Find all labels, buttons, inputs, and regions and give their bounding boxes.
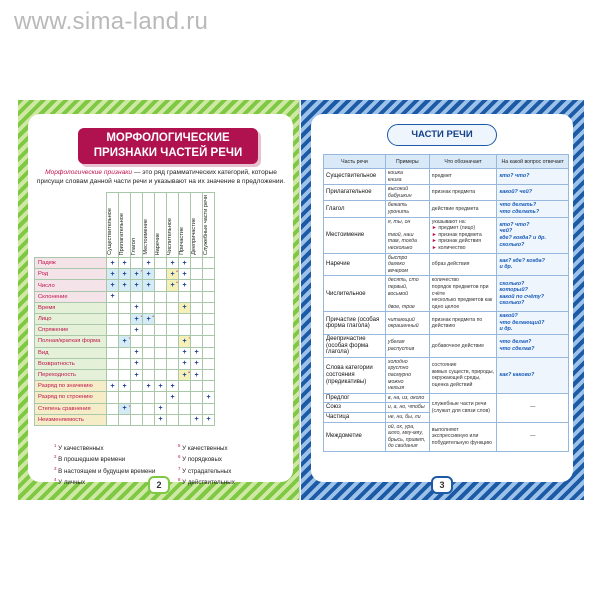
table-row: [35, 403, 215, 414]
meaning-cell: предмет: [429, 169, 497, 185]
row-label: Падеж: [35, 258, 107, 269]
table-cell: [107, 302, 119, 313]
table-cell: [167, 358, 179, 369]
table-cell: +: [191, 347, 203, 358]
table-cell: [119, 314, 131, 325]
table-row: [324, 357, 569, 393]
parts-of-speech-table: [323, 154, 569, 452]
table-cell: [179, 381, 191, 392]
table-cell: [191, 258, 203, 269]
row-label: Разряд по строению: [35, 392, 107, 403]
column-header-label: Числительное: [167, 218, 173, 256]
table-cell: [191, 291, 203, 302]
table-cell: [191, 325, 203, 336]
table-row: [324, 335, 569, 358]
column-header: Что обозначает: [429, 155, 497, 169]
table-row: [35, 336, 215, 347]
table-cell: [179, 325, 191, 336]
table-cell: +: [131, 369, 143, 380]
footnote-number: 6: [178, 454, 181, 460]
column-header: [179, 193, 191, 258]
examples-cell: высокий бабушкин: [385, 185, 429, 201]
table-cell: +: [143, 258, 155, 269]
column-header-label: Служебные части речи: [203, 195, 209, 256]
table-cell: [119, 325, 131, 336]
row-label: Степень сравнения: [35, 403, 107, 414]
column-header: [203, 193, 215, 258]
row-label: Вид: [35, 347, 107, 358]
table-cell: [179, 314, 191, 325]
table-cell: + ⁷: [179, 336, 191, 347]
table-cell: [179, 414, 191, 425]
table-row: [35, 392, 215, 403]
table-cell: +: [155, 381, 167, 392]
table-cell: [143, 347, 155, 358]
table-cell: [128, 336, 143, 347]
table-cell: +: [179, 302, 191, 313]
meaning-cell: образ действия: [429, 253, 497, 276]
examples-cell: не, ни, бы, ли: [385, 413, 429, 423]
table-cell: [143, 392, 155, 403]
table-cell: [191, 392, 203, 403]
column-header: [191, 193, 203, 258]
table-cell: [167, 336, 179, 347]
table-cell: [128, 403, 143, 414]
table-row: [35, 381, 215, 392]
column-header: [143, 193, 155, 258]
table-cell: +: [155, 414, 167, 425]
examples-cell: убегая распустив: [385, 335, 429, 358]
page-number-left: 2: [148, 476, 170, 494]
question-cell: кто? что?: [497, 169, 569, 185]
examples-cell: я, ты, он твой, наш там, тогда несколько: [385, 217, 429, 253]
meaning-cell: состояние живых существ, природы, окружающей среды, оценка действий: [429, 357, 497, 393]
table-cell: [155, 358, 167, 369]
table-cell: [155, 392, 167, 403]
row-label: Склонение: [35, 291, 107, 302]
meaning-cell: служебные части речи (служат для связи слов): [429, 393, 497, 422]
part-of-speech-cell: Наречие: [324, 253, 386, 276]
table-cell: [191, 280, 203, 291]
left-page-content: [28, 114, 293, 486]
column-header: [107, 193, 119, 258]
footnote-number: 5: [178, 443, 181, 448]
examples-cell: в, на, из, около: [385, 393, 429, 403]
column-header-label: Деепричастие: [191, 218, 197, 256]
table-cell: +: [203, 392, 215, 403]
table-cell: [143, 414, 155, 425]
table-row: [324, 276, 569, 312]
right-page: [301, 100, 584, 500]
examples-cell: быстро далеко вечером: [385, 253, 429, 276]
meaning-cell: действие предмета: [429, 201, 497, 217]
table-cell: [155, 291, 167, 302]
table-cell: [191, 269, 203, 280]
table-row: [324, 422, 569, 451]
question-cell: какой? чей?: [497, 185, 569, 201]
footnote-text: У личных: [56, 478, 86, 486]
table-cell: +: [119, 381, 131, 392]
column-header-label: Глагол: [131, 237, 137, 256]
table-cell: [131, 291, 143, 302]
footnote-number: 3: [54, 465, 57, 471]
table-cell: [167, 369, 179, 380]
question-cell: как? каково?: [497, 357, 569, 393]
footnote-marker: ¹: [128, 403, 130, 409]
table-cell: +: [131, 358, 143, 369]
examples-cell: читающий окрашенный: [385, 312, 429, 335]
column-header: Часть речи: [324, 155, 386, 169]
table-cell: [167, 347, 179, 358]
table-cell: +: [119, 258, 131, 269]
table-cell: [203, 258, 215, 269]
table-cell: [143, 291, 155, 302]
table-cell: [107, 336, 119, 347]
table-cell: [155, 325, 167, 336]
table-cell: [203, 269, 215, 280]
table-row: [35, 280, 215, 291]
column-header-label: Причастие: [179, 227, 185, 256]
column-header-label: Местоимение: [143, 219, 149, 256]
table-row: [324, 217, 569, 253]
table-cell: [131, 414, 143, 425]
meaning-cell: признак предмета по действию: [429, 312, 497, 335]
footnote-number: 7: [178, 465, 181, 471]
footnote-marker: ⁴: [152, 314, 154, 320]
row-label: Разряд по значению: [35, 381, 107, 392]
footnote: [178, 465, 298, 476]
table-cell: [203, 314, 215, 325]
footnote: [54, 442, 174, 453]
table-row: [35, 369, 215, 380]
table-cell: [191, 302, 203, 313]
intro-term: Морфологические признаки: [45, 169, 133, 176]
column-header: [155, 193, 167, 258]
table-cell: +: [179, 347, 191, 358]
examples-cell: кошка книга: [385, 169, 429, 185]
footnote-marker: ⁷: [188, 336, 190, 342]
examples-cell: холодно грустно пасмурно можно нельзя: [385, 357, 429, 393]
question-cell: что делать? что сделать?: [497, 201, 569, 217]
table-cell: [107, 392, 119, 403]
table-cell: +: [107, 280, 119, 291]
table-cell: +: [191, 414, 203, 425]
table-cell: + ²: [131, 269, 143, 280]
table-row: [324, 185, 569, 201]
table-cell: +: [167, 258, 179, 269]
left-title-line2: ПРИЗНАКИ ЧАСТЕЙ РЕЧИ: [93, 147, 243, 159]
table-row: [35, 325, 215, 336]
table-cell: [143, 403, 155, 414]
table-cell: +: [191, 369, 203, 380]
footnote-marker: ⁶: [176, 269, 178, 275]
table-cell: +: [179, 280, 191, 291]
table-cell: [143, 358, 155, 369]
table-row: [35, 358, 215, 369]
left-page-title: [78, 128, 258, 164]
page-number-right: 3: [431, 476, 453, 494]
table-cell: [203, 336, 215, 347]
table-cell: [131, 392, 143, 403]
table-cell: +: [131, 325, 143, 336]
column-header: Примеры: [385, 155, 429, 169]
table-cell: [107, 403, 119, 414]
meaning-cell: выполняют экспрессивную или побудительную функцию: [429, 422, 497, 451]
table-cell: [143, 369, 155, 380]
table-row: [35, 314, 215, 325]
table-cell: [119, 358, 131, 369]
table-cell: [107, 358, 119, 369]
watermark: www.sima-land.ru: [14, 8, 209, 35]
column-header-label: Прилагательное: [119, 212, 125, 256]
column-header-label: Наречие: [155, 232, 161, 256]
table-cell: [155, 369, 167, 380]
part-of-speech-cell: Союз: [324, 403, 386, 413]
table-row: [324, 169, 569, 185]
part-of-speech-cell: Местоимение: [324, 217, 386, 253]
part-of-speech-cell: Предлог: [324, 393, 386, 403]
question-cell: —: [497, 422, 569, 451]
table-cell: +: [203, 414, 215, 425]
table-cell: +: [179, 358, 191, 369]
footnote-marker: ⁶: [176, 280, 178, 286]
table-cell: [167, 302, 179, 313]
table-cell: +: [179, 258, 191, 269]
question-cell: кто? что? чей? где? когда? и др. сколько?: [497, 217, 569, 253]
part-of-speech-cell: Прилагательное: [324, 185, 386, 201]
table-row: [35, 258, 215, 269]
table-row: [324, 393, 569, 403]
table-cell: [143, 336, 155, 347]
table-cell: [179, 392, 191, 403]
row-label: Время: [35, 302, 107, 313]
table-cell: [203, 325, 215, 336]
examples-cell: десять, сто первый, восьмой двое, трое: [385, 276, 429, 312]
table-cell: + ¹: [119, 336, 131, 347]
table-cell: [119, 369, 131, 380]
table-cell: +: [191, 358, 203, 369]
table-cell: [203, 347, 215, 358]
question-cell: —: [497, 393, 569, 422]
table-cell: [179, 291, 191, 302]
table-row: [324, 312, 569, 335]
examples-cell: ой, ох, ура, алло, мяу-мяу, брысь, привет, до свидания: [385, 422, 429, 451]
column-header-label: Существительное: [107, 208, 113, 256]
intro-text: [34, 169, 288, 186]
table-cell: [203, 280, 215, 291]
footnote: [54, 453, 174, 464]
footnote-marker: ⁸: [188, 369, 190, 375]
intro-rest: — это ряд грамматических категорий, которые присущи словам данной части речи и указывают на их значение в предложении.: [36, 169, 286, 185]
table-cell: + ¹: [119, 403, 131, 414]
footnote-marker: ³: [140, 314, 142, 320]
table-cell: +: [143, 381, 155, 392]
table-cell: [143, 325, 155, 336]
table-cell: + ⁴: [143, 314, 155, 325]
row-label: Возвратность: [35, 358, 107, 369]
table-cell: +: [119, 280, 131, 291]
examples-cell: и, а, но, чтобы: [385, 403, 429, 413]
table-cell: [143, 302, 155, 313]
table-cell: [107, 414, 119, 425]
footnote-marker: ²: [140, 269, 142, 275]
table-row: [35, 302, 215, 313]
table-cell: [155, 302, 167, 313]
table-cell: +: [167, 381, 179, 392]
table-row: [35, 347, 215, 358]
table-cell: [131, 258, 143, 269]
table-cell: [191, 336, 203, 347]
table-cell: [119, 347, 131, 358]
table-cell: +: [167, 392, 179, 403]
footnote: [178, 476, 298, 487]
table-cell: [191, 403, 203, 414]
footnote-text: В прошедшем времени: [56, 456, 126, 464]
question-cell: сколько? который? какой по счёту? сколько?: [497, 276, 569, 312]
table-cell: +: [107, 381, 119, 392]
table-cell: +: [143, 269, 155, 280]
table-cell: +: [107, 258, 119, 269]
open-book: [18, 100, 584, 500]
table-cell: [191, 314, 203, 325]
table-cell: +: [131, 347, 143, 358]
footnote-number: 8: [178, 476, 181, 482]
table-cell: [155, 336, 167, 347]
table-cell: +: [119, 269, 131, 280]
table-cell: +: [131, 280, 143, 291]
table-cell: +: [155, 403, 167, 414]
footnotes-right: [178, 442, 298, 487]
table-cell: [131, 381, 143, 392]
row-label: Переходность: [35, 369, 107, 380]
table-cell: +: [131, 302, 143, 313]
left-page: [18, 100, 301, 500]
table-cell: [107, 314, 119, 325]
table-corner: [35, 193, 107, 258]
table-row: [35, 269, 215, 280]
footnote-text: У страдательных: [180, 467, 232, 475]
table-cell: [155, 347, 167, 358]
column-header: [131, 193, 143, 258]
row-label: Спряжение: [35, 325, 107, 336]
footnote-marker: ¹: [128, 336, 130, 342]
question-cell: какой? что делающий? и др.: [497, 312, 569, 335]
table-cell: [167, 314, 179, 325]
footnote-text: У качественных: [180, 445, 228, 453]
table-cell: + ⁶: [167, 269, 179, 280]
part-of-speech-cell: Существительное: [324, 169, 386, 185]
footnote-number: 2: [54, 454, 57, 460]
row-label: Лицо: [35, 314, 107, 325]
table-row: [35, 414, 215, 425]
table-cell: + ³: [131, 314, 143, 325]
table-cell: + ⁶: [167, 280, 179, 291]
footnote: [178, 453, 298, 464]
table-cell: [167, 325, 179, 336]
row-label: Неизменяемость: [35, 414, 107, 425]
row-label: Род: [35, 269, 107, 280]
table-cell: [119, 414, 131, 425]
footnote: [178, 442, 298, 453]
part-of-speech-cell: Частица: [324, 413, 386, 423]
part-of-speech-cell: Глагол: [324, 201, 386, 217]
table-cell: [119, 392, 131, 403]
column-header: [119, 193, 131, 258]
part-of-speech-cell: Числительное: [324, 276, 386, 312]
footnote-text: У порядковых: [180, 456, 222, 464]
table-cell: [119, 291, 131, 302]
table-cell: [107, 347, 119, 358]
meaning-cell: добавочное действие: [429, 335, 497, 358]
table-cell: [155, 314, 167, 325]
table-cell: [203, 302, 215, 313]
question-cell: что делая? что сделав?: [497, 335, 569, 358]
table-cell: [179, 403, 191, 414]
table-cell: [167, 291, 179, 302]
table-cell: +: [143, 280, 155, 291]
column-header: [167, 193, 179, 258]
part-of-speech-cell: Причастие (особая форма глагола): [324, 312, 386, 335]
table-cell: +: [107, 269, 119, 280]
column-header: На какой вопрос отвечает: [497, 155, 569, 169]
table-row: [35, 291, 215, 302]
morphology-table: [34, 192, 215, 426]
table-cell: [107, 369, 119, 380]
table-cell: [167, 403, 179, 414]
table-cell: [203, 369, 215, 380]
examples-cell: бежать уронить: [385, 201, 429, 217]
right-page-content: [311, 114, 573, 482]
table-row: [324, 253, 569, 276]
table-cell: [107, 325, 119, 336]
table-cell: [119, 302, 131, 313]
meaning-cell: количество порядок предметов при счёте несколько предметов как одно целое: [429, 276, 497, 312]
footnote-number: 1: [54, 443, 57, 448]
part-of-speech-cell: Деепричастие (особая форма глагола): [324, 335, 386, 358]
left-title-line1: МОРФОЛОГИЧЕСКИЕ: [106, 132, 230, 144]
row-label: Полная/краткая форма: [35, 336, 107, 347]
footnote-text: У действительных: [180, 478, 235, 486]
footnote-number: 4: [54, 476, 57, 482]
table-cell: [203, 291, 215, 302]
table-cell: +: [107, 291, 119, 302]
part-of-speech-cell: Слова категории состояния (предикативы): [324, 357, 386, 393]
table-row: [324, 201, 569, 217]
row-label: Число: [35, 280, 107, 291]
table-cell: [155, 280, 167, 291]
table-cell: [191, 381, 203, 392]
meaning-cell: указывают на: ► предмет (лицо) ► признак предмета ► признак действия ► количество: [429, 217, 497, 253]
table-cell: [203, 381, 215, 392]
meaning-cell: признак предмета: [429, 185, 497, 201]
table-cell: [167, 414, 179, 425]
table-cell: [155, 269, 167, 280]
table-cell: [203, 358, 215, 369]
table-cell: +: [179, 269, 191, 280]
part-of-speech-cell: Междометие: [324, 422, 386, 451]
table-cell: [203, 403, 215, 414]
footnote-text: У качественных: [56, 445, 104, 453]
footnote: [54, 465, 174, 476]
table-cell: [155, 258, 167, 269]
footnote-text: В настоящем и будущем времени: [56, 467, 156, 475]
question-cell: как? где? когда? и др.: [497, 253, 569, 276]
table-cell: + ⁸: [179, 369, 191, 380]
right-page-title: ЧАСТИ РЕЧИ: [387, 124, 497, 146]
